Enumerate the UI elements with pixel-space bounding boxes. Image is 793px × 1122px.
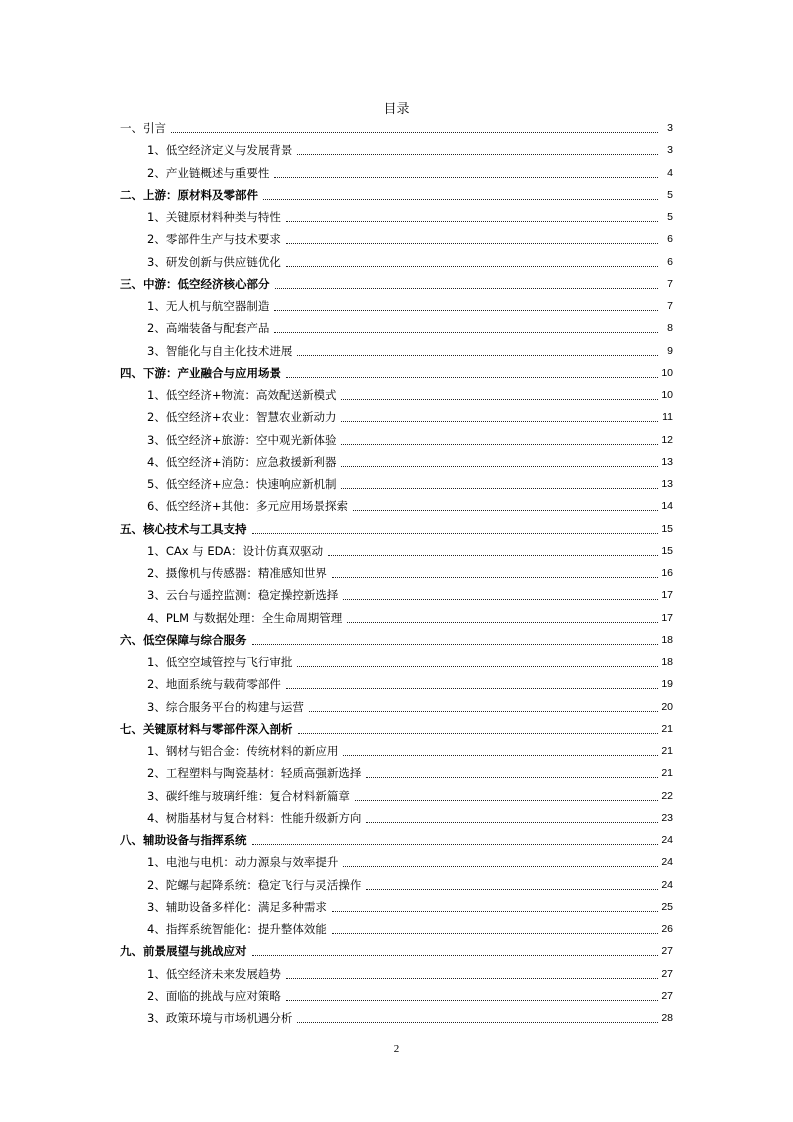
- toc-section-entry[interactable]: [0, 696, 793, 718]
- toc-section-entry[interactable]: [0, 762, 793, 784]
- toc-section-entry[interactable]: [0, 607, 793, 629]
- toc-entry-page-number: 3: [667, 144, 673, 157]
- toc-chapter-entry[interactable]: [0, 518, 793, 540]
- dot-leader: [341, 465, 658, 467]
- toc-entry-label: 3、智能化与自主化技术进展: [147, 343, 293, 358]
- dot-leader: [286, 242, 658, 244]
- toc-entry-page-number: 21: [661, 767, 673, 780]
- toc-entry-label: 三、中游：低空经济核心部分: [120, 276, 270, 291]
- toc-section-entry[interactable]: [0, 740, 793, 762]
- toc-entry-label: 4、低空经济+消防：应急救援新利器: [147, 454, 337, 469]
- dot-leader: [252, 532, 659, 534]
- toc-entry-label: 五、核心技术与工具支持: [120, 521, 247, 536]
- toc-entry-label: 3、辅助设备多样化：满足多种需求: [147, 899, 327, 914]
- dot-leader: [263, 198, 658, 200]
- toc-entry-label: 1、无人机与航空器制造: [147, 299, 270, 314]
- toc-entry-label: 1、关键原材料种类与特性: [147, 210, 281, 225]
- toc-entry-page-number: 5: [667, 211, 673, 224]
- dot-leader: [274, 331, 658, 333]
- toc-section-entry[interactable]: [0, 1007, 793, 1029]
- toc-chapter-entry[interactable]: [0, 273, 793, 295]
- toc-section-entry[interactable]: [0, 495, 793, 517]
- toc-entry-label: 1、低空空域管控与飞行审批: [147, 655, 293, 670]
- toc-entry-label: 2、摄像机与传感器：精准感知世界: [147, 566, 327, 581]
- toc-section-entry[interactable]: [0, 918, 793, 940]
- dot-leader: [298, 732, 659, 734]
- toc-section-entry[interactable]: [0, 874, 793, 896]
- toc-section-entry[interactable]: [0, 807, 793, 829]
- toc-section-entry[interactable]: [0, 473, 793, 495]
- toc-entry-label: 一、引言: [120, 121, 166, 136]
- dot-leader: [343, 598, 658, 600]
- toc-entry-page-number: 24: [661, 834, 673, 847]
- toc-entry-page-number: 25: [661, 900, 673, 913]
- toc-entry-page-number: 23: [661, 811, 673, 824]
- dot-leader: [341, 420, 658, 422]
- toc-section-entry[interactable]: [0, 340, 793, 362]
- toc-entry-label: 4、树脂基材与复合材料：性能升级新方向: [147, 810, 362, 825]
- toc-section-entry[interactable]: [0, 228, 793, 250]
- toc-entry-page-number: 5: [667, 188, 673, 201]
- dot-leader: [297, 665, 658, 667]
- toc-entry-label: 1、电池与电机：动力源泉与效率提升: [147, 855, 339, 870]
- toc-section-entry[interactable]: [0, 963, 793, 985]
- dot-leader: [332, 932, 658, 934]
- dot-leader: [252, 843, 659, 845]
- toc-entry-label: 二、上游：原材料及零部件: [120, 187, 258, 202]
- toc-entry-label: 1、钢材与铝合金：传统材料的新应用: [147, 744, 339, 759]
- dot-leader: [275, 287, 659, 289]
- toc-entry-label: 1、低空经济定义与发展背景: [147, 143, 293, 158]
- toc-section-entry[interactable]: [0, 562, 793, 584]
- toc-title: 目录: [383, 102, 410, 117]
- dot-leader: [286, 265, 658, 267]
- toc-entry-page-number: 24: [661, 878, 673, 891]
- toc-entry-label: 3、政策环境与市场机遇分析: [147, 1011, 293, 1026]
- dot-leader: [286, 999, 658, 1001]
- toc-section-entry[interactable]: [0, 139, 793, 161]
- toc-entry-page-number: 12: [661, 433, 673, 446]
- toc-entry-page-number: 11: [662, 411, 673, 424]
- toc-entry-label: 3、研发创新与供应链优化: [147, 254, 281, 269]
- toc-entry-page-number: 15: [661, 544, 673, 557]
- toc-entry-label: 6、低空经济+其他：多元应用场景探索: [147, 499, 348, 514]
- toc-section-entry[interactable]: [0, 851, 793, 873]
- toc-entry-label: 3、碳纤维与玻璃纤维：复合材料新篇章: [147, 788, 350, 803]
- toc-section-entry[interactable]: [0, 584, 793, 606]
- dot-leader: [341, 398, 658, 400]
- dot-leader: [366, 776, 658, 778]
- toc-chapter-entry[interactable]: [0, 362, 793, 384]
- toc-entry-page-number: 16: [661, 567, 673, 580]
- dot-leader: [332, 910, 658, 912]
- toc-entry-page-number: 17: [661, 589, 673, 602]
- dot-leader: [341, 487, 658, 489]
- dot-leader: [355, 799, 658, 801]
- toc-entry-label: 八、辅助设备与指挥系统: [120, 833, 247, 848]
- toc-section-entry[interactable]: [0, 785, 793, 807]
- dot-leader: [274, 309, 658, 311]
- toc-entry-page-number: 19: [661, 678, 673, 691]
- dot-leader: [343, 754, 658, 756]
- toc-entry-page-number: 13: [661, 455, 673, 468]
- toc-section-entry[interactable]: [0, 206, 793, 228]
- dot-leader: [286, 376, 658, 378]
- toc-section-entry[interactable]: [0, 651, 793, 673]
- toc-entry-label: 2、面临的挑战与应对策略: [147, 988, 281, 1003]
- dot-leader: [366, 888, 658, 890]
- toc-entry-page-number: 22: [661, 789, 673, 802]
- dot-leader: [252, 954, 659, 956]
- toc-entry-page-number: 9: [667, 344, 673, 357]
- toc-entry-page-number: 10: [661, 389, 673, 402]
- dot-leader: [343, 865, 658, 867]
- toc-entry-page-number: 3: [667, 122, 673, 135]
- toc-chapter-entry[interactable]: [0, 629, 793, 651]
- toc-entry-page-number: 15: [661, 522, 673, 535]
- toc-entry-page-number: 14: [661, 500, 673, 513]
- toc-entry-page-number: 7: [667, 300, 673, 313]
- page-number: 2: [393, 1043, 400, 1055]
- toc-entry-label: 5、低空经济+应急：快速响应新机制: [147, 477, 337, 492]
- toc-entry-page-number: 4: [667, 166, 673, 179]
- toc-section-entry[interactable]: [0, 540, 793, 562]
- toc-chapter-entry[interactable]: [0, 718, 793, 740]
- toc-section-entry[interactable]: [0, 406, 793, 428]
- toc-entry-label: 九、前景展望与挑战应对: [120, 944, 247, 959]
- toc-section-entry[interactable]: [0, 673, 793, 695]
- toc-entry-page-number: 6: [667, 233, 673, 246]
- dot-leader: [286, 220, 658, 222]
- dot-leader: [297, 354, 658, 356]
- toc-entry-page-number: 21: [661, 722, 673, 735]
- dot-leader: [347, 621, 658, 623]
- toc-chapter-entry[interactable]: [0, 184, 793, 206]
- toc-entry-label: 2、产业链概述与重要性: [147, 165, 270, 180]
- dot-leader: [341, 443, 658, 445]
- toc-section-entry[interactable]: [0, 162, 793, 184]
- toc-chapter-entry[interactable]: [0, 940, 793, 962]
- toc-entry-page-number: 13: [661, 478, 673, 491]
- dot-leader: [332, 576, 658, 578]
- toc-entry-page-number: 6: [667, 255, 673, 268]
- toc-entry-page-number: 10: [661, 366, 673, 379]
- toc-section-entry[interactable]: [0, 896, 793, 918]
- toc-entry-label: 2、低空经济+农业：智慧农业新动力: [147, 410, 337, 425]
- dot-leader: [297, 153, 658, 155]
- dot-leader: [252, 643, 659, 645]
- toc-entry-page-number: 8: [667, 322, 673, 335]
- toc-entry-label: 四、下游：产业融合与应用场景: [120, 365, 281, 380]
- toc-entry-page-number: 18: [661, 633, 673, 646]
- toc-section-entry[interactable]: [0, 317, 793, 339]
- toc-entry-label: 2、零部件生产与技术要求: [147, 232, 281, 247]
- toc-entry-label: 1、低空经济+物流：高效配送新模式: [147, 388, 337, 403]
- toc-section-entry[interactable]: [0, 295, 793, 317]
- toc-entry-page-number: 27: [661, 945, 673, 958]
- toc-entry-page-number: 27: [661, 967, 673, 980]
- table-of-contents: [0, 117, 793, 1029]
- dot-leader: [309, 710, 658, 712]
- toc-entry-label: 3、综合服务平台的构建与运营: [147, 699, 304, 714]
- toc-entry-label: 2、高端装备与配套产品: [147, 321, 270, 336]
- dot-leader: [366, 821, 658, 823]
- toc-section-entry[interactable]: [0, 251, 793, 273]
- toc-entry-page-number: 21: [661, 745, 673, 758]
- dot-leader: [286, 687, 658, 689]
- toc-chapter-entry[interactable]: [0, 829, 793, 851]
- toc-entry-page-number: 27: [661, 989, 673, 1002]
- toc-section-entry[interactable]: [0, 384, 793, 406]
- dot-leader: [297, 1021, 658, 1023]
- toc-entry-label: 2、工程塑料与陶瓷基材：轻质高强新选择: [147, 766, 362, 781]
- toc-entry-label: 4、指挥系统智能化：提升整体效能: [147, 922, 327, 937]
- toc-entry-label: 3、低空经济+旅游：空中观光新体验: [147, 432, 337, 447]
- toc-entry-page-number: 20: [661, 700, 673, 713]
- toc-entry-label: 六、低空保障与综合服务: [120, 632, 247, 647]
- toc-entry-page-number: 26: [661, 923, 673, 936]
- toc-entry-label: 2、地面系统与载荷零部件: [147, 677, 281, 692]
- toc-entry-page-number: 18: [661, 656, 673, 669]
- toc-section-entry[interactable]: [0, 985, 793, 1007]
- toc-chapter-entry[interactable]: [0, 117, 793, 139]
- toc-section-entry[interactable]: [0, 451, 793, 473]
- dot-leader: [286, 977, 658, 979]
- toc-entry-page-number: 17: [661, 611, 673, 624]
- toc-entry-label: 2、陀螺与起降系统：稳定飞行与灵活操作: [147, 877, 362, 892]
- toc-entry-label: 七、关键原材料与零部件深入剖析: [120, 721, 293, 736]
- toc-entry-page-number: 7: [667, 277, 673, 290]
- toc-entry-page-number: 28: [661, 1012, 673, 1025]
- toc-entry-page-number: 24: [661, 856, 673, 869]
- dot-leader: [353, 509, 658, 511]
- toc-entry-label: 3、云台与遥控监测：稳定操控新选择: [147, 588, 339, 603]
- toc-entry-label: 4、PLM 与数据处理：全生命周期管理: [147, 610, 343, 625]
- toc-entry-label: 1、低空经济未来发展趋势: [147, 966, 281, 981]
- dot-leader: [274, 176, 658, 178]
- toc-entry-label: 1、CAx 与 EDA：设计仿真双驱动: [147, 543, 324, 558]
- toc-section-entry[interactable]: [0, 429, 793, 451]
- dot-leader: [328, 554, 658, 556]
- dot-leader: [171, 131, 658, 133]
